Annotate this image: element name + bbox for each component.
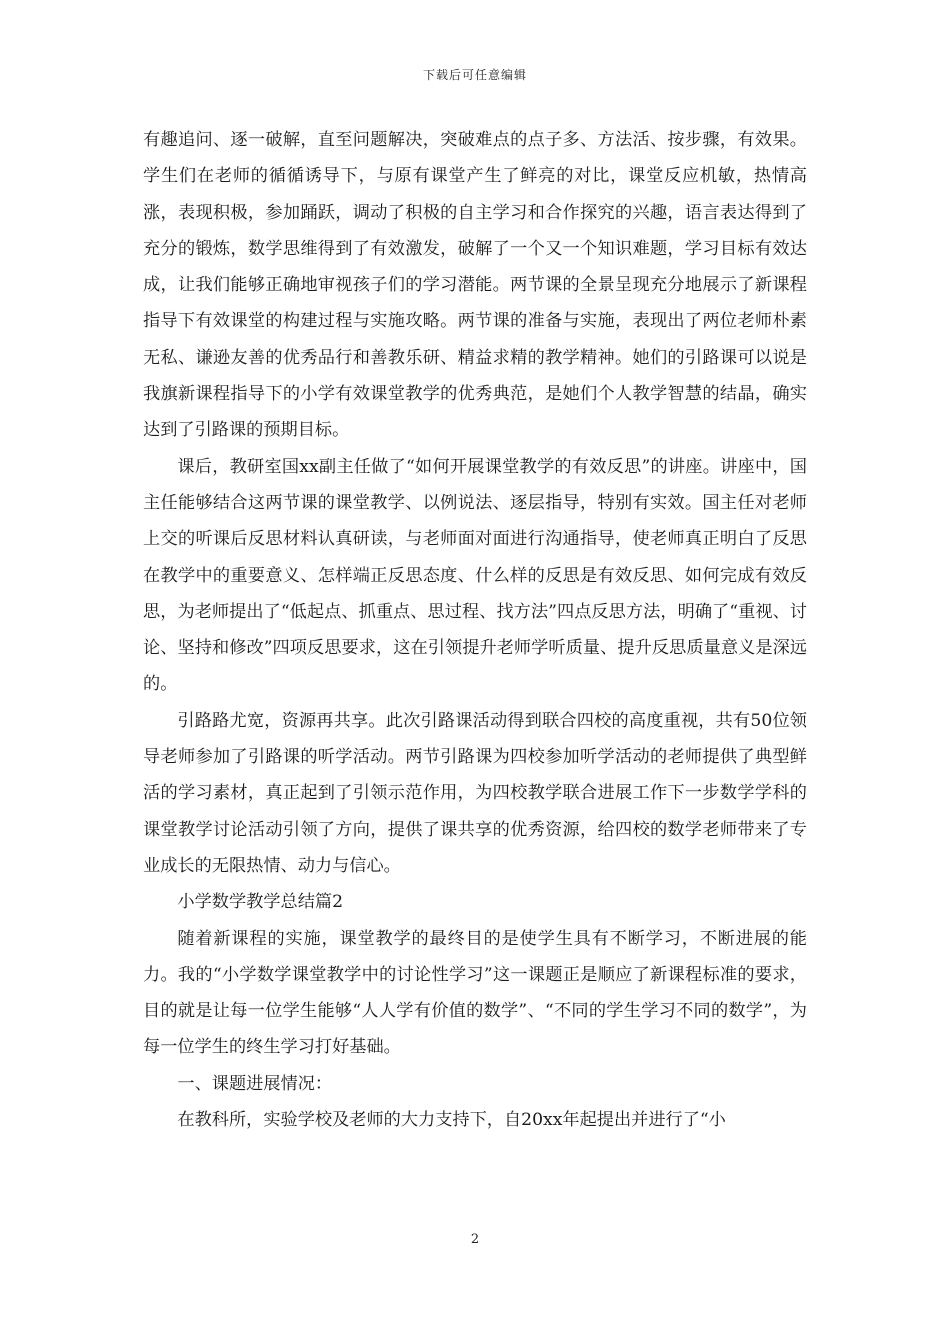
paragraph: 在教科所，实验学校及老师的大力支持下，自20xx年起提出并进行了“小 [177,1110,726,1131]
paragraph: 随着新课程的实施，课堂教学的最终目的是使学生具有不断学习，不断进展的能力。我的“小学数学课堂教学中的讨论性学习”这一课题正是顺应了新课程标准的要求，目的就是让每一位学生能够“人人学有价值的数学”、“不同的学生学习不同的数学”，为每一位学生的终生学习打好基础。 [143,928,807,1058]
document-body [143,122,807,1138]
section-heading: 小学数学教学总结篇2 [177,892,344,913]
paragraph: 有趣追问、逐一破解，直至问题解决，突破难点的点子多、方法活、按步骤，有效果。学生们在老师的循循诱导下，与原有课堂产生了鲜亮的对比，课堂反应机敏，热情高涨，表现积极，参加踊跃，调动了积极的自主学习和合作探究的兴趣，语言表达得到了充分的锻炼，数学思维得到了有效激发，破解了一个又一个知识难题，学习目标有效达成，让我们能够正确地审视孩子们的学习潜能。两节课的全景呈现充分地展示了新课程指导下有效课堂的构建过程与实施攻略。两节课的准备与实施，表现出了两位老师朴素无私、谦逊友善的优秀品行和善教乐研、精益求精的教学精神。她们的引路课可以说是我旗新课程指导下的小学有效课堂教学的优秀典范，是她们个人教学智慧的结晶，确实达到了引路课的预期目标。 [143,130,807,441]
paragraph: 引路路尤宽，资源再共享。此次引路课活动得到联合四校的高度重视，共有50位领导老师参加了引路课的听学活动。两节引路课为四校参加听学活动的老师提供了典型鲜活的学习素材，真正起到了引领示范作用，为四校教学联合进展工作下一步数学学科的课堂教学讨论活动引领了方向，提供了课共享的优秀资源，给四校的数学老师带来了专业成长的无限热情、动力与信心。 [143,710,807,876]
subsection-heading: 一、课题进展情况： [177,1073,333,1094]
page-number: 2 [470,1232,480,1247]
paragraph: 课后，教研室国xx副主任做了“如何开展课堂教学的有效反思”的讲座。讲座中，国主任能够结合这两节课的课堂教学、以例说法、逐层指导，特别有实效。国主任对老师上交的听课后反思材料认真研读，与老师面对面进行沟通指导，使老师真正明白了反思在教学中的重要意义、怎样端正反思态度、什么样的反思是有效反思、如何完成有效反思，为老师提出了“低起点、抓重点、思过程、找方法”四点反思方法，明确了“重视、讨论、坚持和修改”四项反思要求，这在引领提升老师学听质量、提升反思质量意义是深远的。 [143,456,807,695]
page-header: 下载后可任意编辑 [422,68,527,82]
